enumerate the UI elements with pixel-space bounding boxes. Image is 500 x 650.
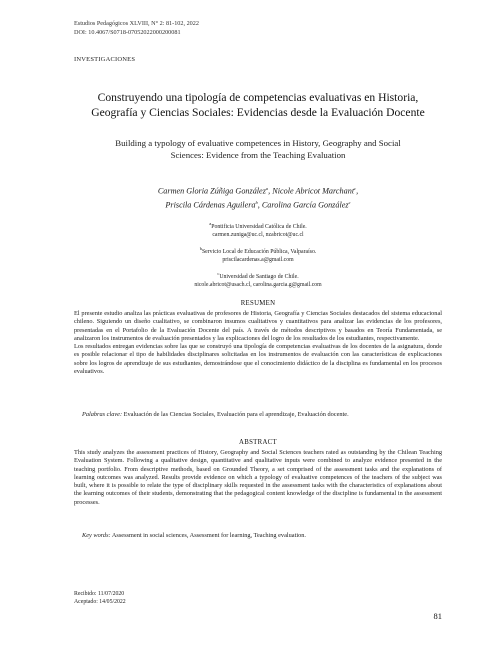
doi: DOI: 10.4067/S0718-07052022000200081 bbox=[74, 28, 181, 36]
abstract-body bbox=[74, 449, 442, 507]
author-affil-mark: c bbox=[348, 200, 351, 206]
received-date: Recibido: 11/07/2020 bbox=[74, 591, 125, 597]
title-spanish-line-1: Construyendo una tipología de competencias evaluativas en Historia, bbox=[97, 91, 419, 104]
resumen-heading: RESUMEN bbox=[240, 300, 276, 307]
affiliation-email: nicole.abricot@usach.cl, carolina.garcia.g@gmail.com bbox=[194, 281, 322, 288]
affiliation-mark: c bbox=[217, 270, 220, 276]
title-english bbox=[74, 138, 442, 161]
affiliation-name: $^b$Servicio Local de Educación Pública, Valparaíso. bbox=[199, 245, 317, 255]
author-name: Carolina García González bbox=[261, 200, 349, 210]
author-list bbox=[74, 183, 442, 211]
abstract-heading: ABSTRACT bbox=[239, 439, 277, 446]
section-label: INVESTIGACIONES bbox=[74, 56, 136, 63]
resumen-paragraph: El presente estudio analiza las prácticas evaluativas de profesores de Historia, Geografía y Ciencias Sociales destacados del sistema educacional chileno. Siguiendo un diseño cualitativo, se combinaron insumos cualitativos y cuantitativos para analizar las evidencias de los profesores, presentadas en el Portafolio de la Evaluación Docente del país. A través de métodos descriptivos y basados en Teoría Fundamentada, se analizaron los instrumentos de evaluación presentados y las explicaciones del logro de los resultados de los estudiantes, respectivamente. bbox=[74, 310, 442, 342]
author-name: Nicole Abricot Marchant bbox=[272, 186, 355, 196]
keywords-text: Evaluación de las Ciencias Sociales, Evaluación para el aprendizaje, Evaluación docente. bbox=[123, 411, 349, 418]
affiliation-name: $^c$Universidad de Santiago de Chile. bbox=[217, 270, 299, 280]
author-name: Carmen Gloria Zúñiga González bbox=[157, 186, 266, 196]
author-line-2 bbox=[74, 197, 442, 211]
author-line-1 bbox=[74, 183, 442, 197]
abstract-paragraph: This study analyzes the assessment practices of History, Geography and Social Sciences teachers rated as outstanding by the Chilean Teaching Evaluation System. Following a qualitative design, quantitative and qualitative inputs were combined to analyze evidence presented in the teaching portfolio. From descriptive methods, based on Grounded Theory, a set comprised of the assessment tasks and the explanations of learning outcomes was analyzed. Results provide evidence on which a typology of evaluative competences of the teachers of the subject was built, where it is possible to relate the type of disciplinary skills requested in the assessment tasks with the characteristics of explanations about the learning outcomes of their students, demonstrating that the pedagogical content knowledge of the discipline is fundamental in the assessment processes. bbox=[74, 449, 442, 506]
submission-dates bbox=[74, 591, 126, 607]
keywords-label: Key words: bbox=[82, 532, 111, 539]
author-separator: , bbox=[356, 186, 359, 196]
title-english-line-1: Building a typology of evaluative competences in History, Geography and Social bbox=[115, 138, 401, 148]
keywords-text: Assessment in social sciences, Assessment for learning, Teaching evaluation. bbox=[111, 532, 306, 539]
resumen-keywords bbox=[74, 411, 442, 419]
author-separator: , bbox=[257, 200, 262, 210]
affiliation-email: priscilacardenas.a@gmail.com bbox=[222, 256, 294, 263]
abstract-keywords bbox=[74, 532, 442, 540]
author-separator: , bbox=[268, 186, 273, 196]
affiliation-name: $^a$Pontificia Universidad Católica de Chile. bbox=[209, 221, 307, 230]
title-spanish bbox=[74, 91, 442, 120]
affiliation-mark: b bbox=[199, 245, 202, 251]
author-affil-mark: a bbox=[265, 186, 269, 191]
accepted-date: Aceptado: 14/05/2022 bbox=[74, 598, 126, 605]
affiliation-mark: a bbox=[209, 221, 212, 226]
author-affil-mark: c bbox=[354, 186, 357, 191]
page-number: 81 bbox=[433, 611, 442, 621]
journal-header bbox=[74, 20, 199, 37]
author-name: Priscila Cárdenas Aguilera bbox=[165, 200, 256, 210]
journal-citation: Estudios Pedagógicos XLVIII, N° 2: 81-102, 2022 bbox=[74, 20, 199, 27]
affiliations bbox=[74, 220, 442, 289]
keywords-label: Palabras clave: bbox=[82, 411, 123, 418]
affiliation-email: carmen.zuniga@uc.cl, nzabricot@uc.cl bbox=[212, 231, 304, 238]
author-affil-mark: b bbox=[255, 200, 258, 206]
title-english-line-2: Sciences: Evidence from the Teaching Evaluation bbox=[170, 149, 346, 160]
title-spanish-line-2: Geografía y Ciencias Sociales: Evidencias desde la Evaluación Docente bbox=[91, 105, 425, 119]
resumen-paragraph: Los resultados entregan evidencias sobre las que se construyó una tipología de competencias evaluativas de los docentes de la asignatura, donde es posible relacionar el tipo de habilidades disciplinares solicitadas en los instrumentos de evaluación con las características de explicaciones sobre los logros de aprendizaje de sus estudiantes, demostrándose que el conocimiento didáctico de la disciplina es fundamental en los procesos evaluativos. bbox=[74, 343, 442, 376]
resumen-body bbox=[74, 310, 442, 376]
